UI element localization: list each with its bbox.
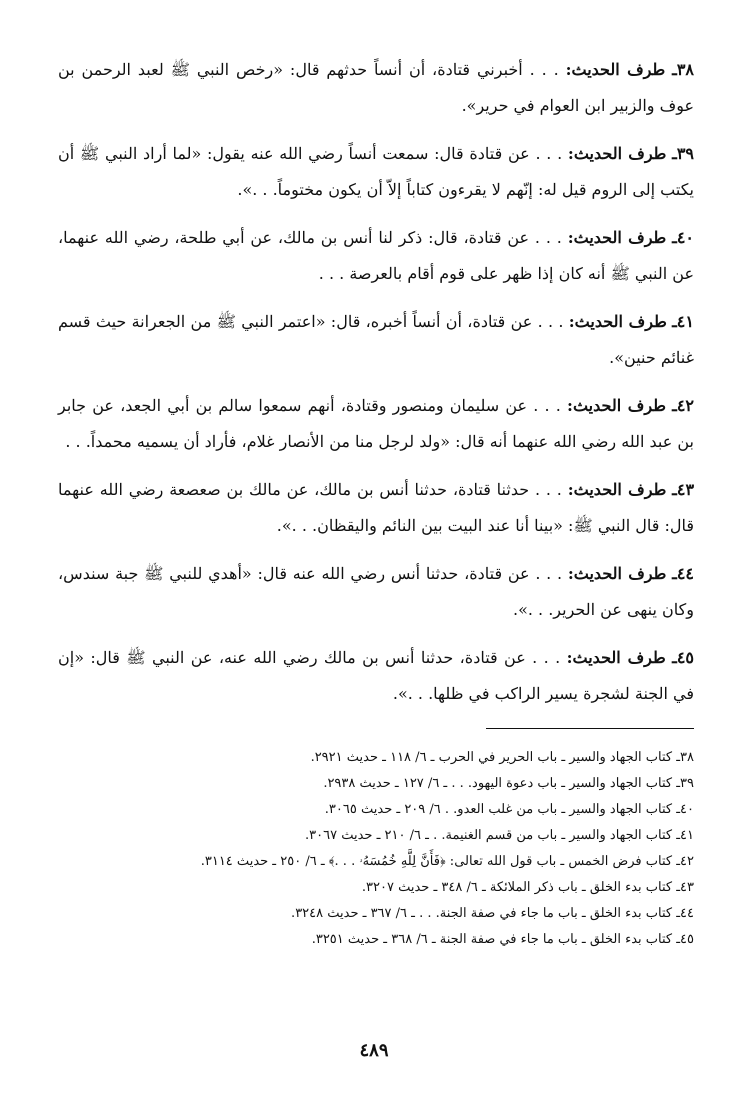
entry-number: ٤٠ـ — [672, 228, 695, 247]
entry-lead: طرف الحديث: — [568, 312, 667, 331]
footnote: ٤٣ـ كتاب بدء الخلق ـ باب ذكر الملائكة ـ ٦/ ٣٤٨ ـ حديث ٣٢٠٧. — [361, 880, 694, 895]
footnote: ٣٨ـ كتاب الجهاد والسير ـ باب الحرير في الحرب ـ ٦/ ١١٨ ـ حديث ٢٩٢١. — [310, 750, 694, 765]
footnote: ٤٢ـ كتاب فرض الخمس ـ باب قول الله تعالى: ﴿فَأَنَّ لِلَّهِ خُمُسَهُۥ . . .﴾ ـ ٦/ ٢٥٠ ـ حديث ٣١١٤. — [200, 854, 694, 869]
entry-text: . . . عن سليمان ومنصور وقتادة، أنهم سمعوا سالم بن أبي الجعد، عن جابر بن عبد الله رضي الله عنهما أنه قال: «ولد لرجل منا من الأنصار غلام، فأراد أن يسميه محمداً. . . — [58, 396, 694, 451]
hadith-entry — [58, 556, 694, 628]
hadith-entry — [58, 52, 694, 124]
footnote: ٤٤ـ كتاب بدء الخلق ـ باب ما جاء في صفة الجنة. . . ـ ٦/ ٣٦٧ ـ حديث ٣٢٤٨. — [291, 906, 694, 921]
entry-number: ٤٥ـ — [672, 648, 694, 667]
entry-number: ٤٤ـ — [672, 564, 695, 583]
footnotes — [58, 745, 694, 953]
footnote-divider — [486, 728, 694, 729]
entry-lead: طرف الحديث: — [567, 396, 666, 415]
hadith-entry — [58, 640, 694, 712]
entry-number: ٤٣ـ — [672, 480, 695, 499]
entry-lead: طرف الحديث: — [567, 564, 667, 583]
hadith-entry — [58, 472, 694, 544]
entry-text: . . . عن قتادة، أن أنساً أخبره، قال: «اعتمر النبي ﷺ من الجعرانة حيث قسم غنائم حنين». — [58, 312, 694, 367]
hadith-entry — [58, 304, 694, 376]
entry-text: . . . حدثنا قتادة، حدثنا أنس بن مالك، عن مالك بن صعصعة رضي الله عنهما قال: قال النبي ﷺ: «بينا أنا عند البيت بين النائم واليقظان. . .». — [58, 480, 694, 535]
hadith-entries — [58, 52, 694, 712]
entry-lead: طرف الحديث: — [567, 228, 667, 247]
page-number: ٤٨٩ — [359, 1040, 389, 1061]
hadith-entry — [58, 388, 694, 460]
entry-text: . . . عن قتادة، حدثنا أنس بن مالك رضي الله عنه، عن النبي ﷺ قال: «إن في الجنة لشجرة يسير الراكب في ظلها. . .». — [58, 648, 694, 703]
footnote: ٤١ـ كتاب الجهاد والسير ـ باب من قسم الغنيمة. . ـ ٦/ ٢١٠ ـ حديث ٣٠٦٧. — [305, 828, 694, 843]
page-body — [58, 52, 694, 953]
entry-number: ٤١ـ — [672, 312, 694, 331]
entry-lead: طرف الحديث: — [566, 648, 666, 667]
entry-number: ٣٨ـ — [672, 60, 695, 79]
entry-text: . . . عن قتادة، حدثنا أنس رضي الله عنه قال: «أهدي للنبي ﷺ جبة سندس، وكان ينهى عن الحرير. . .». — [58, 564, 694, 619]
entry-text: . . . عن قتادة، قال: ذكر لنا أنس بن مالك، عن أبي طلحة، رضي الله عنهما، عن النبي ﷺ أنه كان إذا ظهر على قوم أقام بالعرصة . . . — [58, 228, 694, 283]
entry-lead: طرف الحديث: — [565, 60, 666, 79]
entry-lead: طرف الحديث: — [567, 144, 667, 163]
hadith-entry — [58, 220, 694, 292]
entry-number: ٣٩ـ — [672, 144, 694, 163]
footnote: ٣٩ـ كتاب الجهاد والسير ـ باب دعوة اليهود. . . ـ ٦/ ١٢٧ ـ حديث ٢٩٣٨. — [323, 776, 694, 791]
footnote: ٤٥ـ كتاب بدء الخلق ـ باب ما جاء في صفة الجنة ـ ٦/ ٣٦٨ ـ حديث ٣٢٥١. — [311, 932, 694, 947]
hadith-entry — [58, 136, 694, 208]
entry-text: . . . أخبرني قتادة، أن أنساً حدثهم قال: «رخص النبي ﷺ لعبد الرحمن بن عوف والزبير ابن العوام في حرير». — [58, 60, 694, 115]
footnote: ٤٠ـ كتاب الجهاد والسير ـ باب من غلب العدو. . ٦/ ٢٠٩ ـ حديث ٣٠٦٥. — [324, 802, 694, 817]
entry-number: ٤٢ـ — [672, 396, 694, 415]
entry-lead: طرف الحديث: — [567, 480, 667, 499]
entry-text: . . . عن قتادة قال: سمعت أنساً رضي الله عنه يقول: «لما أراد النبي ﷺ أن يكتب إلى الروم قيل له: إنّهم لا يقرءون كتاباً إلاّ أن يكون مختوماً. . .». — [58, 144, 694, 199]
